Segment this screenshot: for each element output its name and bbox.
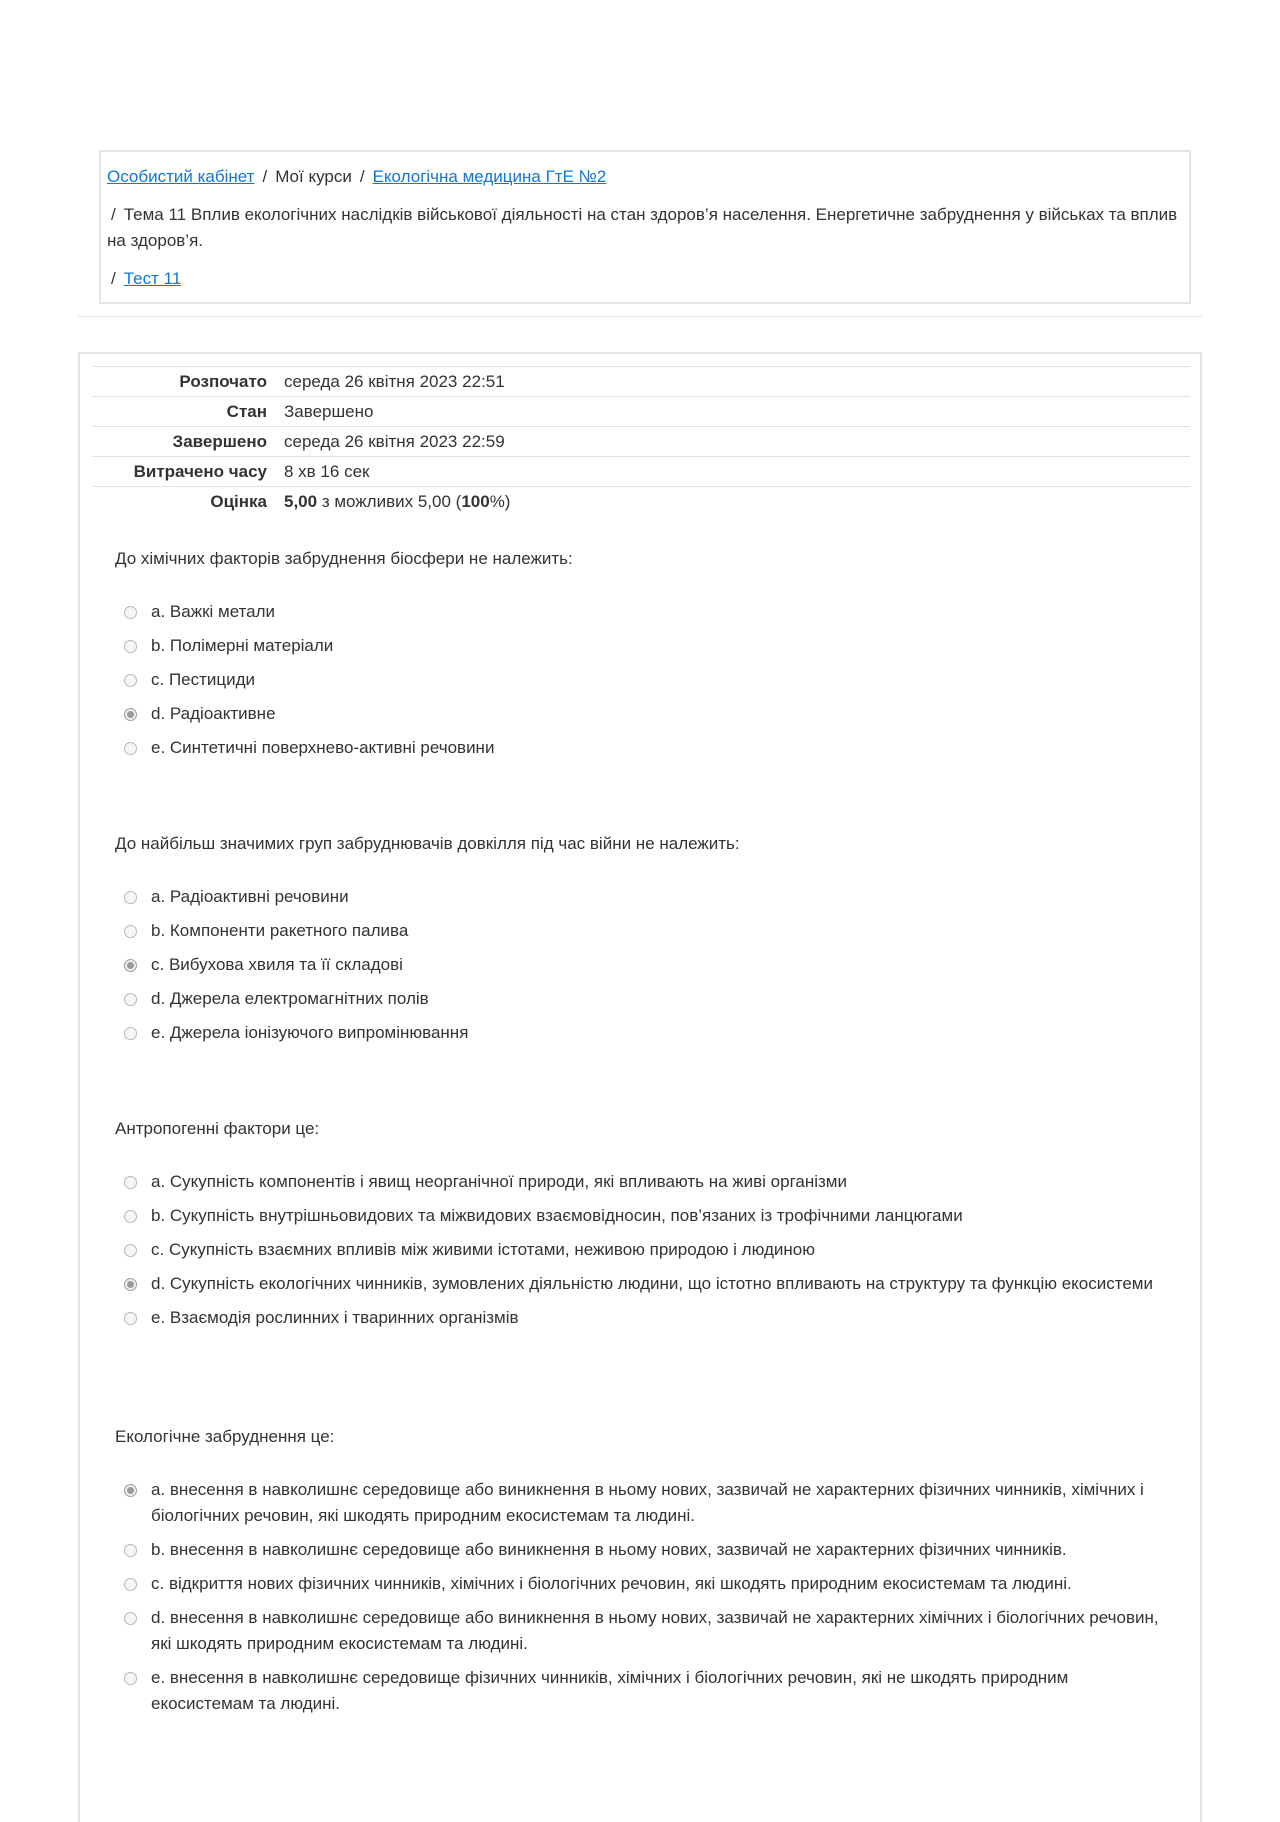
answer-option [115,735,1175,761]
answer-label: c. Сукупність взаємних впливів між живими істотами, неживою природою і людиною [151,1240,815,1259]
summary-row-time [92,457,1190,487]
breadcrumb-separator: / [262,167,268,186]
answer-option [115,1237,1175,1263]
answer-label: b. Полімерні матеріали [151,636,334,655]
breadcrumb-separator: / [359,167,365,186]
radio-unchecked-icon [124,1244,137,1257]
radio-unchecked-icon [124,925,137,938]
radio-unchecked-icon [124,1612,137,1625]
answer-label: c. Пестициди [151,670,256,689]
radio-unchecked-icon [124,640,137,653]
answer-label: d. Сукупність екологічних чинників, зумовлених діяльністю людини, що істотно впливають на структуру та функцію екосистеми [151,1274,1153,1293]
answer-option [115,884,1175,910]
answer-option-selected [115,952,1175,978]
answer-label: e. Взаємодія рослинних і тваринних організмів [151,1308,519,1327]
answer-option [115,986,1175,1012]
breadcrumb-course-link[interactable]: Екологічна медицина ГтЕ №2 [372,167,607,186]
answer-label: d. Радіоактивне [151,704,276,723]
answer-option [115,1537,1175,1563]
answer-label: a. Радіоактивні речовини [151,887,349,906]
question-text: До найбільш значимих груп забруднювачів довкілля під час війни не належить: [115,834,740,853]
summary-row-completed [92,427,1190,457]
answer-option [115,1020,1175,1046]
question-3 [115,1117,1175,1331]
answer-label: e. Джерела іонізуючого випромінювання [151,1023,469,1042]
answer-option [115,1305,1175,1331]
radio-unchecked-icon [124,1578,137,1591]
breadcrumb-my-courses: Мої курси [275,167,352,186]
radio-unchecked-icon [124,891,137,904]
radio-checked-icon [124,1484,137,1497]
breadcrumb-test-link[interactable]: Тест 11 [123,269,182,288]
question-2 [115,832,1175,1046]
answer-option [115,1665,1175,1717]
answer-option [115,1605,1175,1657]
radio-unchecked-icon [124,993,137,1006]
question-text: Антропогенні фактори це: [115,1119,320,1138]
summary-value [276,487,1190,517]
summary-row-started [92,367,1190,397]
breadcrumb-home-link[interactable]: Особистий кабінет [107,167,255,186]
attempt-summary-table [92,366,1190,517]
radio-unchecked-icon [124,674,137,687]
radio-unchecked-icon [124,1312,137,1325]
answer-label: a. Важкі метали [151,602,276,621]
answer-option [115,1571,1175,1597]
answer-label: b. внесення в навколишнє середовище або виникнення в ньому нових, зазвичай не характерних фізичних чинників. [151,1540,1067,1559]
answer-label: c. Вибухова хвиля та її складові [151,955,403,974]
breadcrumb-separator: / [111,269,116,288]
answer-option [115,633,1175,659]
radio-unchecked-icon [124,1176,137,1189]
answer-label: a. Сукупність компонентів і явищ неорганічної природи, які впливають на живі організми [151,1172,847,1191]
answer-label: d. внесення в навколишнє середовище або виникнення в ньому нових, зазвичай не характерних хімічних і біологічних речовин, які шкодять природним екосистемам та людині. [151,1608,1159,1653]
breadcrumb-line-3 [107,266,1183,292]
radio-checked-icon [124,1278,137,1291]
question-text: До хімічних факторів забруднення біосфери не належить: [115,549,573,568]
question-text: Екологічне забруднення це: [115,1427,335,1446]
radio-checked-icon [124,959,137,972]
answer-label: b. Компоненти ракетного палива [151,921,409,940]
answer-label: a. внесення в навколишнє середовище або виникнення в ньому нових, зазвичай не характерних фізичних чинників, хімічних і біологічних речовин, які шкодять природним екосистемам та людині. [151,1480,1144,1525]
answer-label: e. внесення в навколишнє середовище фізичних чинників, хімічних і біологічних речовин, які не шкодять природним екосистемам та людині. [151,1668,1069,1713]
breadcrumb-line-2 [107,202,1183,254]
radio-unchecked-icon [124,1210,137,1223]
divider [78,316,1202,317]
grade-text: з можливих 5,00 ( [321,491,462,511]
answer-option [115,918,1175,944]
grade-score: 5,00 [284,491,318,511]
answer-label: c. відкриття нових фізичних чинників, хімічних і біологічних речовин, які шкодять природним екосистемам та людині. [151,1574,1072,1593]
summary-label: Розпочато [179,371,267,391]
summary-label: Витрачено часу [133,461,267,481]
summary-row-grade [92,487,1190,517]
summary-value: Завершено [284,401,374,421]
question-1 [115,547,1175,761]
breadcrumb-topic: Тема 11 Вплив екологічних наслідків військової діяльності на стан здоров’я населення. Енергетичне забруднення у військах та вплив на здоров’я. [107,205,1178,250]
radio-unchecked-icon [124,742,137,755]
answer-option-selected [115,1477,1175,1529]
answer-option [115,599,1175,625]
radio-unchecked-icon [124,606,137,619]
question-4 [115,1425,1175,1717]
radio-checked-icon [124,708,137,721]
summary-value: середа 26 квітня 2023 22:59 [284,431,505,451]
answer-option-selected [115,1271,1175,1297]
radio-unchecked-icon [124,1672,137,1685]
grade-percent: 100 [461,491,490,511]
answer-label: d. Джерела електромагнітних полів [151,989,429,1008]
answer-label: b. Сукупність внутрішньовидових та міжвидових взаємовідносин, пов’язаних із трофічними ланцюгами [151,1206,963,1225]
radio-unchecked-icon [124,1027,137,1040]
summary-label: Завершено [172,431,267,451]
answer-option [115,1203,1175,1229]
grade-text-end: %) [489,491,511,511]
answer-option [115,1169,1175,1195]
breadcrumb-separator: / [111,205,116,224]
summary-value: середа 26 квітня 2023 22:51 [284,371,505,391]
summary-value: 8 хв 16 сек [284,461,370,481]
answer-option [115,667,1175,693]
summary-row-state [92,397,1190,427]
breadcrumb-line-1 [107,164,1183,190]
answer-option-selected [115,701,1175,727]
answer-label: e. Синтетичні поверхнево-активні речовини [151,738,495,757]
summary-label: Стан [226,401,267,421]
summary-label: Оцінка [210,491,267,511]
breadcrumb [99,150,1191,304]
radio-unchecked-icon [124,1544,137,1557]
